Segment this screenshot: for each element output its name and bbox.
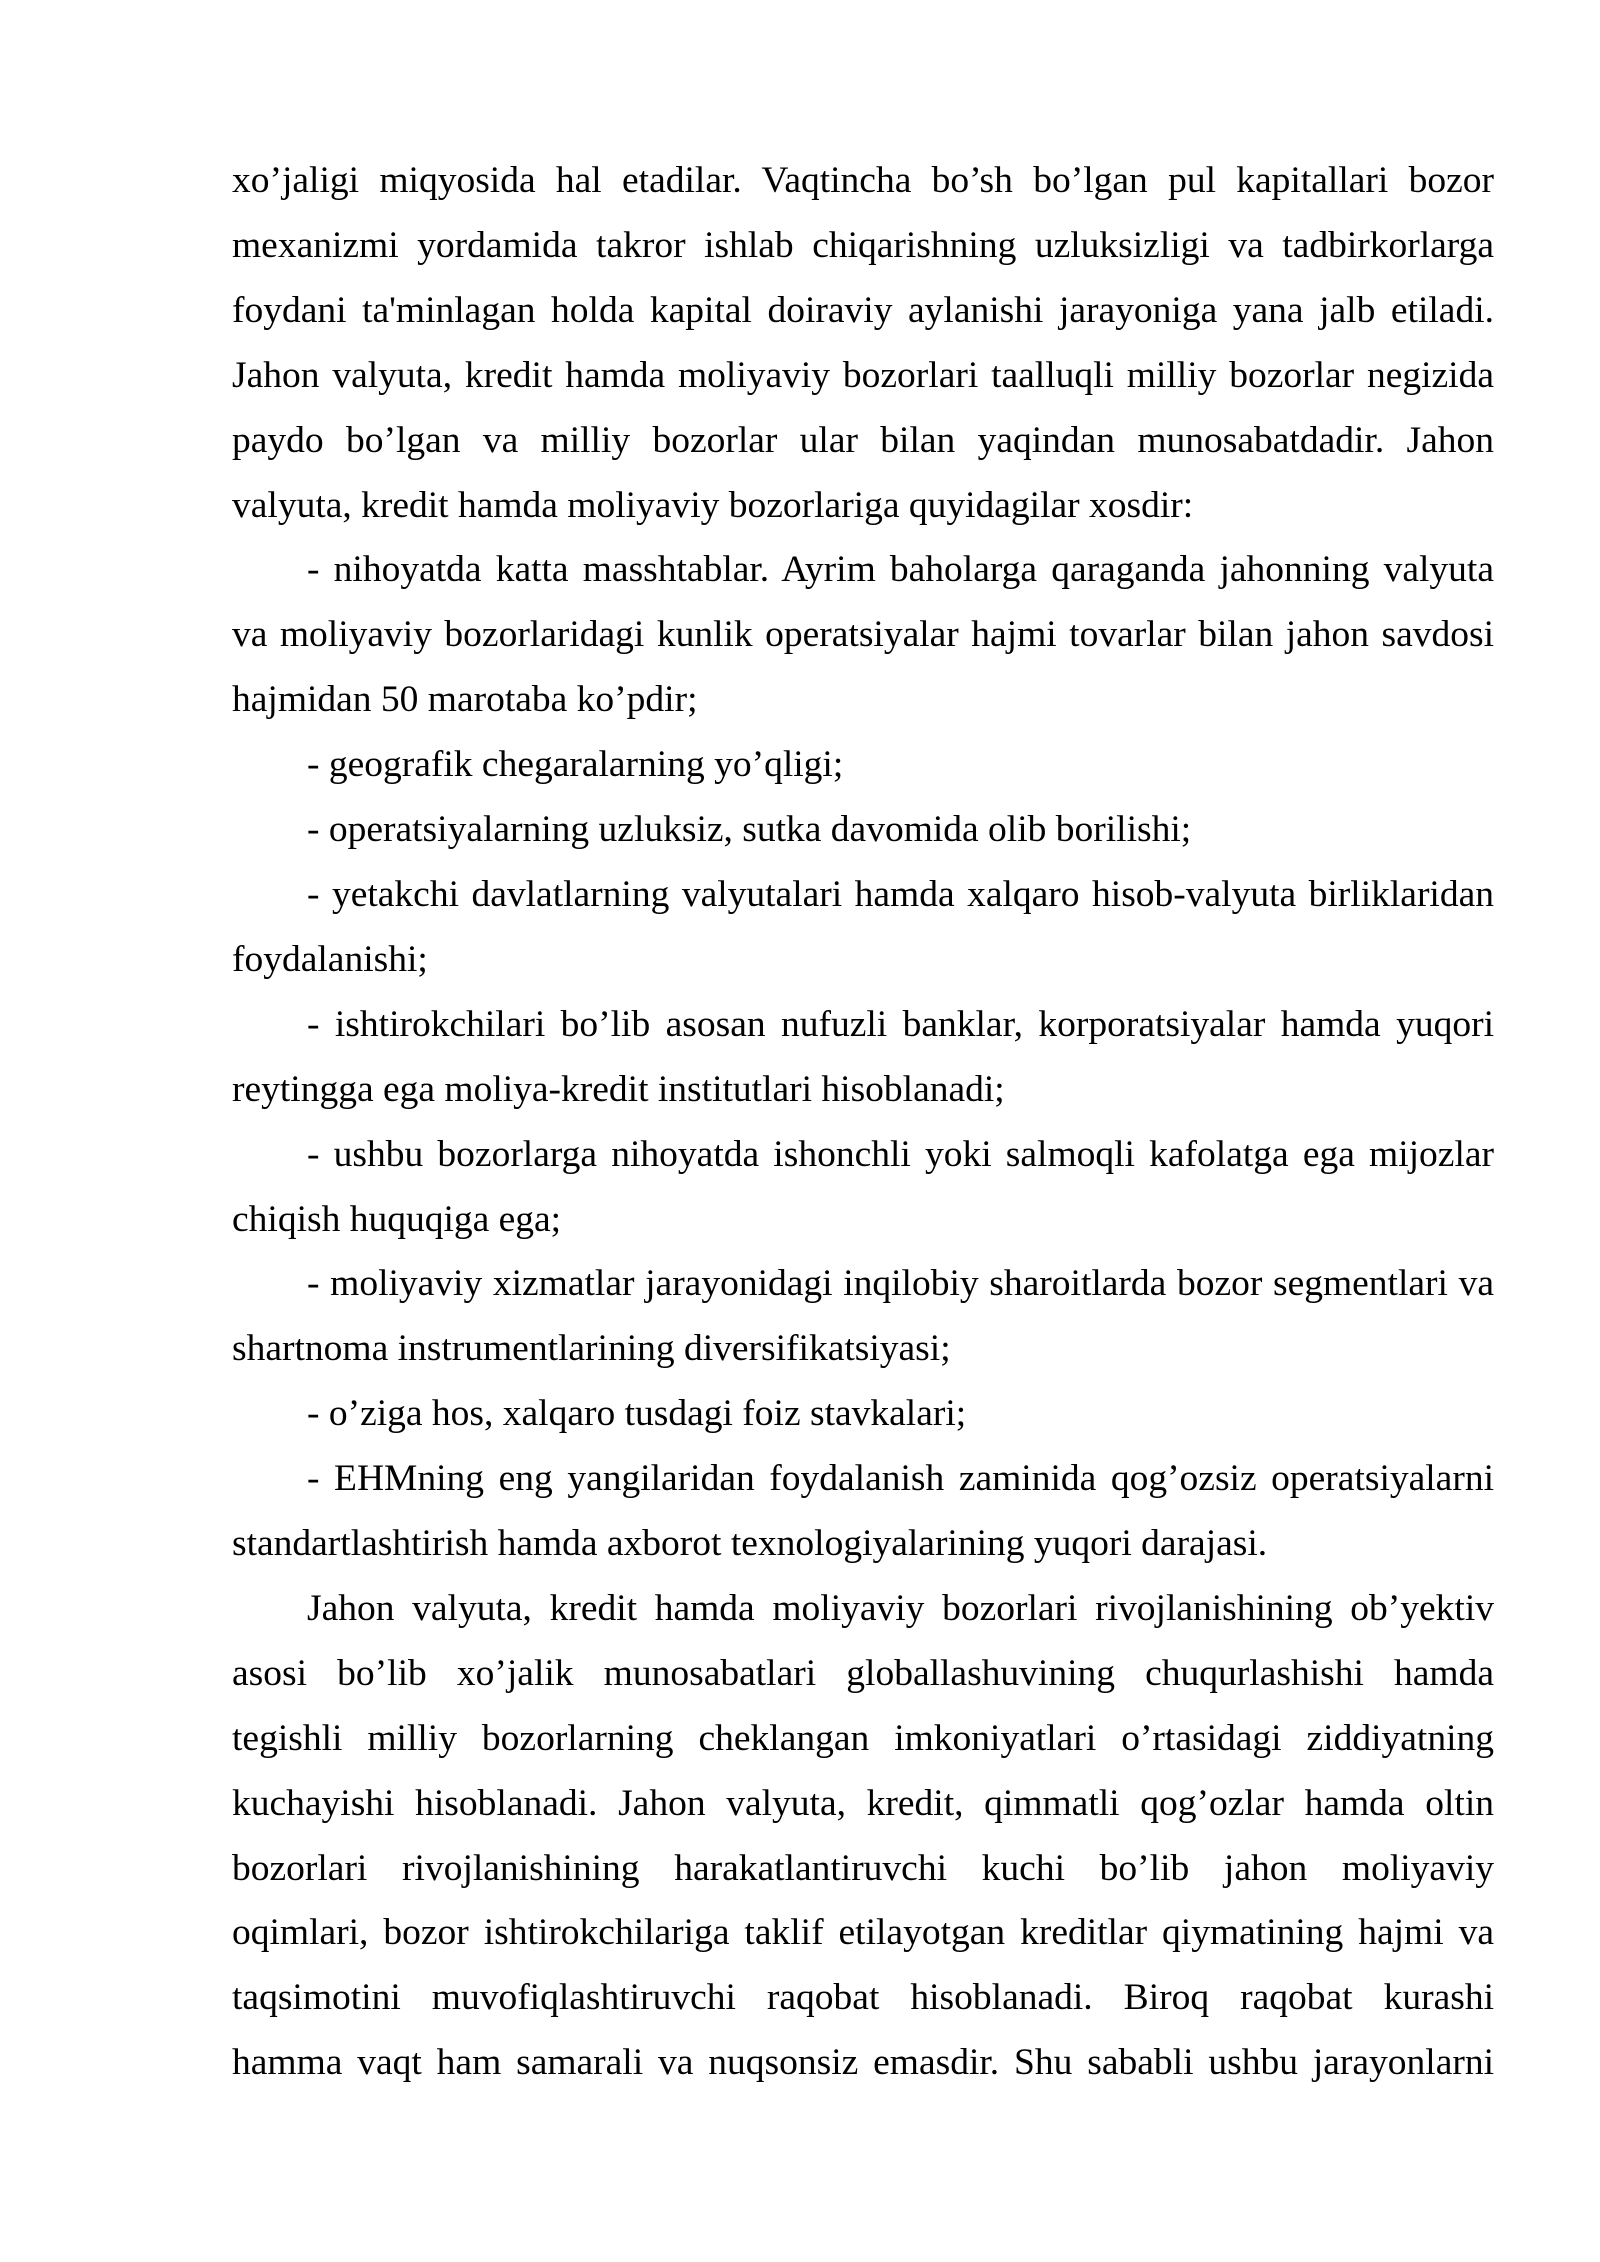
text-line: - moliyaviy xizmatlar jarayonidagi inqilobiy sharoitlarda bozor segmentlari va <box>307 1263 1494 1305</box>
text-line: - ishtirokchilari bo’lib asosan nufuzli banklar, korporatsiyalar hamda yuqori <box>307 1003 1494 1045</box>
text-line: - o’ziga hos, xalqaro tusdagi foiz stavkalari; <box>307 1393 967 1435</box>
text-line: Jahon valyuta, kredit hamda moliyaviy bozorlari taalluqli milliy bozorlar negizida <box>232 354 1494 396</box>
list-item <box>232 1382 1494 1447</box>
list-item <box>232 863 1494 993</box>
text-line: xo’jaligi miqyosida hal etadilar. Vaqtincha bo’sh bo’lgan pul kapitallari bozor <box>232 160 1494 201</box>
list-item <box>232 1252 1494 1382</box>
list-item <box>232 538 1494 733</box>
paragraph-continuation <box>232 149 1494 538</box>
text-line: reytingga ega moliya-kredit institutlari hisoblanadi; <box>232 1068 1005 1110</box>
list-item <box>232 1447 1494 1577</box>
paragraph <box>232 1577 1494 2096</box>
text-line: hajmidan 50 marotaba ko’pdir; <box>232 679 698 721</box>
text-line: - yetakchi davlatlarning valyutalari hamda xalqaro hisob-valyuta birliklaridan <box>307 873 1494 915</box>
text-line: va moliyaviy bozorlaridagi kunlik operatsiyalar hajmi tovarlar bilan jahon savdosi <box>232 614 1494 656</box>
text-line: - nihoyatda katta masshtablar. Ayrim baholarga qaraganda jahonning valyuta <box>307 549 1494 591</box>
list-item <box>232 733 1494 798</box>
text-line: standartlashtirish hamda axborot texnologiyalarining yuqori darajasi. <box>232 1523 1268 1565</box>
text-line: foydani ta'minlagan holda kapital doiraviy aylanishi jarayoniga yana jalb etiladi. <box>232 289 1494 331</box>
text-line: - EHMning eng yangilaridan foydalanish zaminida qog’ozsiz operatsiyalarni <box>307 1458 1494 1500</box>
text-line: shartnoma instrumentlarining diversifikatsiyasi; <box>232 1328 951 1370</box>
text-line: bozorlari rivojlanishining harakatlantiruvchi kuchi bo’lib jahon moliyaviy <box>232 1847 1494 1889</box>
text-line: - geografik chegaralarning yo’qligi; <box>307 744 844 786</box>
text-line: hamma vaqt ham samarali va nuqsonsiz emasdir. Shu sababli ushbu jarayonlarni <box>232 2042 1494 2084</box>
text-line: foydalanishi; <box>232 938 428 980</box>
list-item <box>232 1123 1494 1253</box>
text-line: Jahon valyuta, kredit hamda moliyaviy bozorlari rivojlanishining ob’yektiv <box>307 1587 1494 1629</box>
text-line: paydo bo’lgan va milliy bozorlar ular bilan yaqindan munosabatdadir. Jahon <box>232 419 1494 461</box>
text-line: tegishli milliy bozorlarning cheklangan imkoniyatlari o’rtasidagi ziddiyatning <box>232 1717 1494 1759</box>
text-line: asosi bo’lib xo’jalik munosabatlari globallashuvining chuqurlashishi hamda <box>232 1652 1494 1694</box>
text-line: kuchayishi hisoblanadi. Jahon valyuta, kredit, qimmatli qog’ozlar hamda oltin <box>232 1782 1494 1824</box>
text-body <box>232 149 1494 2096</box>
text-line: oqimlari, bozor ishtirokchilariga taklif etilayotgan kreditlar qiymatining hajmi va <box>232 1912 1494 1954</box>
text-line: taqsimotini muvofiqlashtiruvchi raqobat hisoblanadi. Biroq raqobat kurashi <box>232 1977 1494 2019</box>
text-line: mexanizmi yordamida takror ishlab chiqarishning uzluksizligi va tadbirkorlarga <box>232 224 1494 266</box>
list-item <box>232 993 1494 1123</box>
text-line: - ushbu bozorlarga nihoyatda ishonchli yoki salmoqli kafolatga ega mijozlar <box>307 1133 1494 1175</box>
list-item <box>232 798 1494 863</box>
text-line: chiqish huquqiga ega; <box>232 1198 562 1240</box>
text-line: valyuta, kredit hamda moliyaviy bozorlariga quyidagilar xosdir: <box>232 484 1194 526</box>
text-line: - operatsiyalarning uzluksiz, sutka davomida olib borilishi; <box>307 809 1192 851</box>
